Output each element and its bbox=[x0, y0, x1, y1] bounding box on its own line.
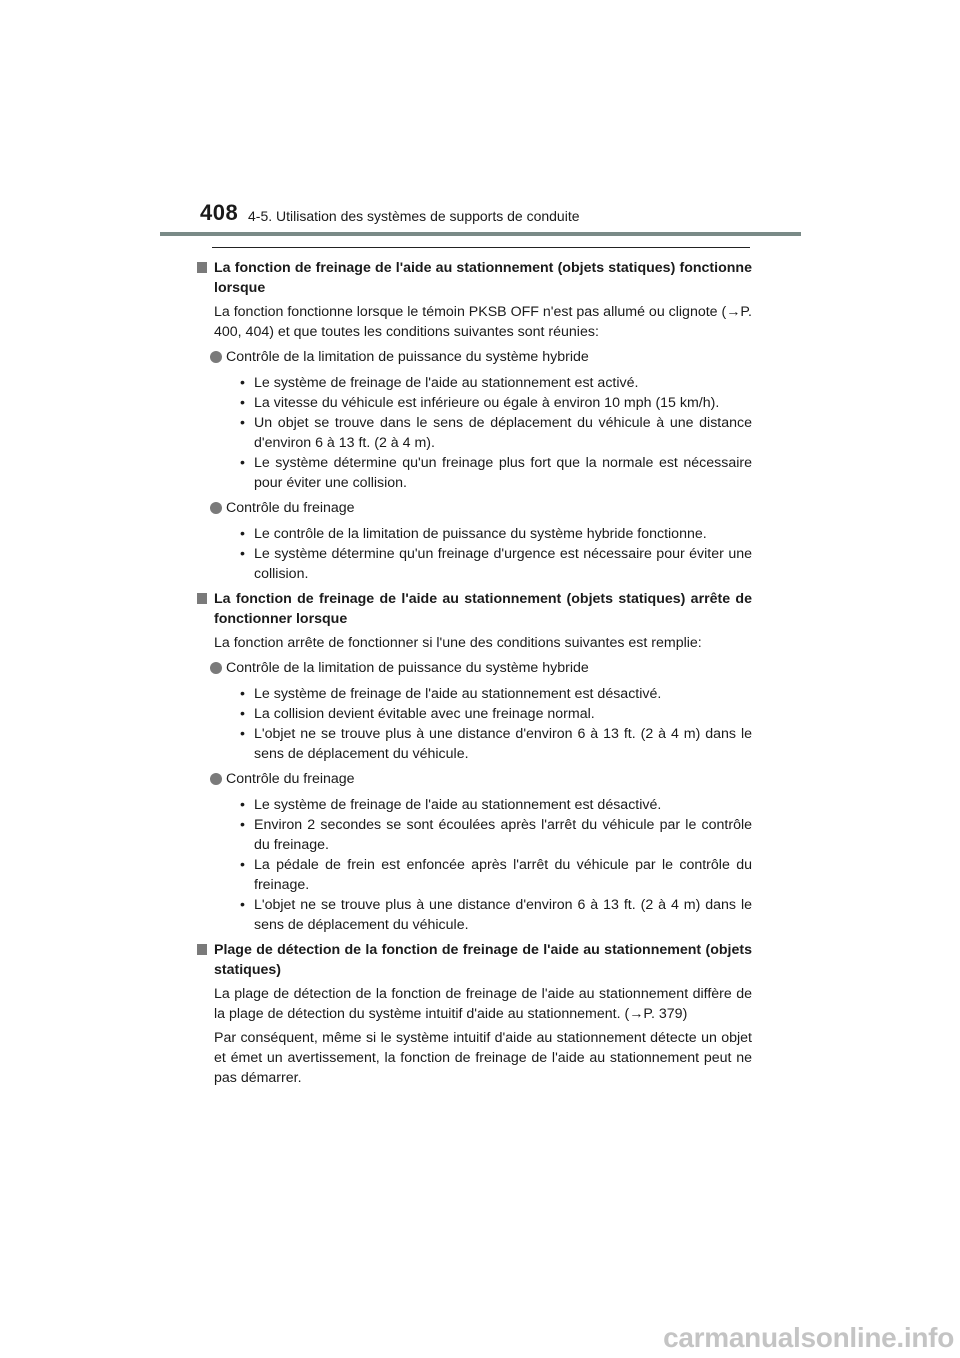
list-item bbox=[240, 524, 752, 544]
circle-bullet-icon bbox=[210, 351, 222, 363]
list-item-text: Le système de freinage de l'aide au stationnement est désactivé. bbox=[254, 686, 662, 702]
dot-bullet-icon: • bbox=[240, 686, 245, 702]
list-item-text: Le système détermine qu'un freinage d'urgence est nécessaire pour éviter une collision. bbox=[254, 546, 752, 582]
dot-bullet-icon: • bbox=[240, 797, 245, 813]
list-item-text: L'objet ne se trouve plus à une distance d'environ 6 à 13 ft. (2 à 4 m) dans le sens de déplacement du véhicule. bbox=[254, 726, 752, 762]
dot-bullet-icon: • bbox=[240, 706, 245, 722]
section-spacer bbox=[196, 1088, 752, 1093]
list-item bbox=[240, 795, 752, 815]
dot-bullet-icon: • bbox=[240, 726, 245, 742]
dot-bullet-icon: • bbox=[240, 526, 245, 542]
list-item bbox=[240, 704, 752, 724]
circle-bullet-icon bbox=[210, 773, 222, 785]
subsection-title: Contrôle de la limitation de puissance du système hybride bbox=[226, 660, 589, 676]
subsection-heading bbox=[196, 769, 752, 789]
subsection-heading bbox=[196, 498, 752, 518]
paragraph: Par conséquent, même si le système intuitif d'aide au stationnement détecte un objet et émet un avertissement, la fonction de freinage de l'aide au stationnement peut ne pas démarrer. bbox=[214, 1030, 752, 1086]
chapter-title: 4-5. Utilisation des systèmes de supports de conduite bbox=[248, 208, 580, 224]
bullet-list bbox=[196, 524, 752, 584]
paragraph: La fonction arrête de fonctionner si l'une des conditions suivantes est remplie: bbox=[214, 635, 702, 651]
dot-bullet-icon: • bbox=[240, 455, 245, 471]
list-item-text: Le système détermine qu'un freinage plus fort que la normale est nécessaire pour éviter une collision. bbox=[254, 455, 752, 491]
dot-bullet-icon: • bbox=[240, 546, 245, 562]
list-item bbox=[240, 453, 752, 493]
subsection-title: Contrôle du freinage bbox=[226, 771, 355, 787]
subsection-title: Contrôle du freinage bbox=[226, 500, 355, 516]
dot-bullet-icon: • bbox=[240, 817, 245, 833]
dot-bullet-icon: • bbox=[240, 375, 245, 391]
section-heading bbox=[196, 589, 752, 629]
list-item bbox=[240, 895, 752, 935]
bullet-list bbox=[196, 684, 752, 764]
list-item-text: L'objet ne se trouve plus à une distance d'environ 6 à 13 ft. (2 à 4 m) dans le sens de déplacement du véhicule. bbox=[254, 897, 752, 933]
page-number: 408 bbox=[200, 200, 239, 225]
dot-bullet-icon: • bbox=[240, 415, 245, 431]
content-rule bbox=[212, 247, 750, 248]
subsection-title: Contrôle de la limitation de puissance du système hybride bbox=[226, 349, 589, 365]
square-bullet-icon bbox=[197, 593, 207, 604]
section bbox=[196, 940, 752, 1093]
list-item-text: Le contrôle de la limitation de puissance du système hybride fonctionne. bbox=[254, 526, 707, 542]
list-item-text: Environ 2 secondes se sont écoulées après l'arrêt du véhicule par le contrôle du freinage. bbox=[254, 817, 752, 853]
paragraph: La plage de détection de la fonction de freinage de l'aide au stationnement diffère de la plage de détection du système intuitif d'aide au stationnement. (→P. 379) bbox=[214, 986, 752, 1022]
paragraph: La fonction fonctionne lorsque le témoin PKSB OFF n'est pas allumé ou clignote (→P. 400, 404) et que toutes les conditions suivantes sont réunies: bbox=[214, 304, 752, 340]
dot-bullet-icon: • bbox=[240, 897, 245, 913]
list-item bbox=[240, 684, 752, 704]
list-item bbox=[240, 544, 752, 584]
header-rule bbox=[160, 232, 801, 236]
list-item bbox=[240, 373, 752, 393]
dot-bullet-icon: • bbox=[240, 857, 245, 873]
list-item-text: Le système de freinage de l'aide au stationnement est désactivé. bbox=[254, 797, 662, 813]
square-bullet-icon bbox=[197, 944, 207, 955]
list-item bbox=[240, 413, 752, 453]
section bbox=[196, 258, 752, 589]
list-item-text: La pédale de frein est enfoncée après l'arrêt du véhicule par le contrôle du freinage. bbox=[254, 857, 752, 893]
list-item-text: La vitesse du véhicule est inférieure ou égale à environ 10 mph (15 km/h). bbox=[254, 395, 720, 411]
section-heading bbox=[196, 258, 752, 298]
section-title: Plage de détection de la fonction de freinage de l'aide au stationnement (objets statiques) bbox=[214, 942, 752, 978]
circle-bullet-icon bbox=[210, 502, 222, 514]
circle-bullet-icon bbox=[210, 662, 222, 674]
subsection-heading bbox=[196, 347, 752, 367]
section bbox=[196, 589, 752, 940]
bullet-list bbox=[196, 373, 752, 493]
subsection-heading bbox=[196, 658, 752, 678]
list-item-text: La collision devient évitable avec une freinage normal. bbox=[254, 706, 595, 722]
bullet-list bbox=[196, 795, 752, 935]
list-item-text: Le système de freinage de l'aide au stationnement est activé. bbox=[254, 375, 639, 391]
list-item bbox=[240, 815, 752, 855]
watermark: carmanualsonline.info bbox=[663, 1322, 954, 1353]
page-content bbox=[196, 258, 752, 1093]
square-bullet-icon bbox=[197, 262, 207, 273]
section-heading bbox=[196, 940, 752, 980]
page-header bbox=[0, 0, 960, 240]
list-item bbox=[240, 855, 752, 895]
section-title: La fonction de freinage de l'aide au stationnement (objets statiques) arrête de fonctionner lorsque bbox=[214, 591, 752, 627]
section-title: La fonction de freinage de l'aide au stationnement (objets statiques) fonctionne lorsque bbox=[214, 260, 752, 296]
list-item bbox=[240, 393, 752, 413]
dot-bullet-icon: • bbox=[240, 395, 245, 411]
list-item-text: Un objet se trouve dans le sens de déplacement du véhicule à une distance d'environ 6 à 13 ft. (2 à 4 m). bbox=[254, 415, 752, 451]
list-item bbox=[240, 724, 752, 764]
